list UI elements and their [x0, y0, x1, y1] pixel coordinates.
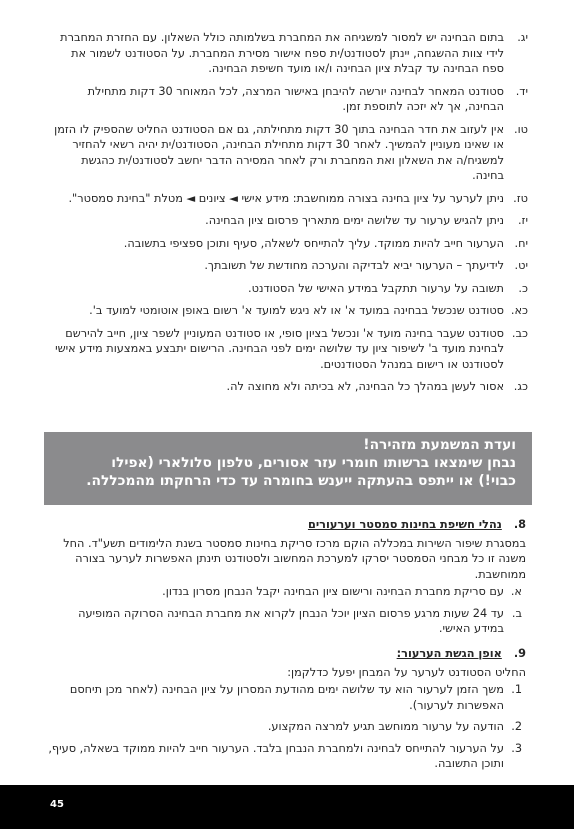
rule-text: הערעור חייב להיות ממוקד. עליך להתייחס לשאלה, סעיף ותוכן ספציפי בתשובה.	[123, 236, 504, 250]
sub-item	[46, 606, 526, 637]
sub-item	[46, 682, 526, 713]
sub-item-text: עד 24 שעות מרגע פרסום הציון יוכל הנבחן לקרוא את מחברת הבחינה הסרוקה המופיעה במידע האישי.	[78, 606, 504, 635]
section-title: נהלי חשיפת בחינות סמסטר וערעורים	[307, 518, 502, 531]
rule-text: אין לעזוב את חדר הבחינה בתוך 30 דקות מתחילתה, גם אם הסטודנט החליט שהספיק לו הזמן או שאינו מעוניין להמשיך. לאחר 30 דקות מתחילת הבחינה, הסטודנט/ית יהיה רשאי להחזיר למשגיח/ה את השאלון ואת המחברת ורק לאחר המסירה הדבר יחשב לסטודנט/ית כהגשת בחינה.	[54, 122, 504, 182]
rule-text: סטודנט שנכשל בבחינה במועד א' או לא ניגש למועד א' רשום באופן אוטומטי למועד ב'.	[89, 304, 504, 317]
sub-item	[46, 584, 526, 600]
rule-number: יז.	[517, 214, 528, 227]
rule-text: סטודנט שעבר בחינה מועד א' ונכשל בציון סופי, או סטודנט המעוניין לשפר ציון, חייב להירשם לבחינת מועד ב' לשיפור ציון עד שלושה ימים לפני הבחינה. הרישום יתבצע באמצעות מידע אישי לסטודנט או רישום במנהל הסטודנטים.	[55, 326, 504, 371]
rule-number: טו.	[514, 122, 528, 136]
warning-text-line: נבחן שימצאו ברשותו חומרי עזר אסורים, טלפון סלולארי (אפילו	[111, 455, 516, 471]
sub-item-number: 1.	[511, 683, 522, 696]
rule-number: טז.	[513, 191, 528, 205]
rule-number: יח.	[514, 236, 528, 250]
rule-text: סטודנט המאחר לבחינה יורשה להיבחן באישור המרצה, לכל המאוחר 30 דקות מתחילת הבחינה, אך לא יזכה לתוספת זמן.	[87, 84, 504, 113]
section-paragraph: החליט הסטודנט לערער על המבחן יפעל כדלקמן:	[287, 665, 526, 679]
rule-item	[46, 258, 528, 274]
rule-item	[46, 191, 528, 207]
rule-number: כב.	[511, 326, 528, 340]
rule-number: כא.	[510, 304, 528, 317]
page-number: 45	[50, 799, 64, 810]
sub-item-text: עם סריקת מחברת הבחינה ורישום ציון הבחינה יקבל הנבחן מסרון בנדון.	[162, 585, 504, 598]
rule-number: יד.	[515, 84, 528, 98]
sub-item-text: משך הזמן לערעור הוא עד שלושה ימים מהודעת המסרון על ציון הבחינה (לאחר מכן תיחסם האפשרות לערעור).	[69, 683, 504, 712]
section-paragraph: במסגרת שיפור השירות במכללה הוקם מרכז סריקת בחינות סמסטר בשנת הלימודים תשע"ד. החל משנה זו כל מבחני הסמסטר יסרקו למערכת המחשוב ולסטודנט תינתן האפשרות לערער בצורה ממוחשבת.	[63, 536, 526, 581]
rule-number: כ.	[518, 281, 528, 295]
rule-item	[46, 30, 528, 77]
rule-item	[46, 326, 528, 373]
rule-item	[46, 122, 528, 184]
rule-item	[46, 379, 528, 395]
rule-number: כג.	[513, 380, 528, 393]
rule-item	[46, 236, 528, 252]
rule-item	[46, 84, 528, 115]
section-number: 9.	[513, 647, 526, 660]
section-title: אופן הגשת הערעור:	[396, 647, 502, 660]
warning-title: ועדת המשמעת מזהירה!	[363, 437, 516, 453]
warning-text-line: כבוי!) או ייתפס בהעתקה ייענש בחומרה עד כדי הרחקתו מהמכללה.	[86, 473, 516, 489]
rules-list	[46, 30, 528, 402]
rule-text: תשובה על ערעור תתקבל במידע האישי של הסטודנט.	[248, 281, 504, 295]
rule-text: אסור לעשן במהלך כל הבחינה, לא בכיתה ולא מחוצה לה.	[226, 380, 504, 393]
warning-box	[44, 432, 532, 505]
page-footer	[0, 785, 574, 829]
sub-item-text: הודעה על ערעור ממוחשב תגיע למרצה המקצוע.	[267, 720, 504, 733]
rule-item	[46, 303, 528, 319]
sub-item	[46, 741, 526, 772]
sub-item-text: על הערעור להתייחס לבחינה ולמחברת הנבחן בלבד. הערעור חייב להיות ממוקד בשאלה, סעיף, ותוכן התשובה.	[48, 741, 504, 770]
sub-item-number: א.	[510, 585, 522, 598]
rule-text: לידיעתך – הערעור יביא לבדיקה והערכה מחודשת של תשובתך.	[204, 259, 504, 272]
rule-text: ניתן להגיש ערעור עד שלושה ימים מתאריך פרסום ציון הבחינה.	[205, 214, 504, 227]
section-heading	[46, 517, 526, 533]
rule-number: יט.	[514, 259, 528, 272]
section-heading	[46, 646, 526, 662]
sub-item-number: 3.	[511, 741, 522, 755]
rule-number: יג.	[517, 31, 528, 44]
sub-item-number: ב.	[511, 606, 522, 620]
section-appeal-method	[46, 646, 526, 778]
sub-item	[46, 719, 526, 735]
rule-item	[46, 281, 528, 297]
section-exam-exposure	[46, 517, 526, 643]
sub-item-number: 2.	[511, 720, 522, 733]
rule-text: בתום הבחינה יש למסור למשגיחה את המחברת בשלמותה כולל השאלון. עם החזרת המחברת לידי צוות ההשגחה, יינתן לסטודנט/ית ספח אישור מסירת המחברת. על הסטודנט לשמור את ספח הבחינה עד קבלת ציון הבחינה ו/או מועד חשיפת הבחינה.	[60, 31, 504, 75]
section-number: 8.	[513, 518, 526, 531]
rule-item	[46, 213, 528, 229]
rule-text: ניתן לערער על ציון בחינה בצורה ממוחשבת: מידע אישי ◄ ציונים ◄ מטלת "בחינת סמסטר".	[68, 191, 504, 205]
